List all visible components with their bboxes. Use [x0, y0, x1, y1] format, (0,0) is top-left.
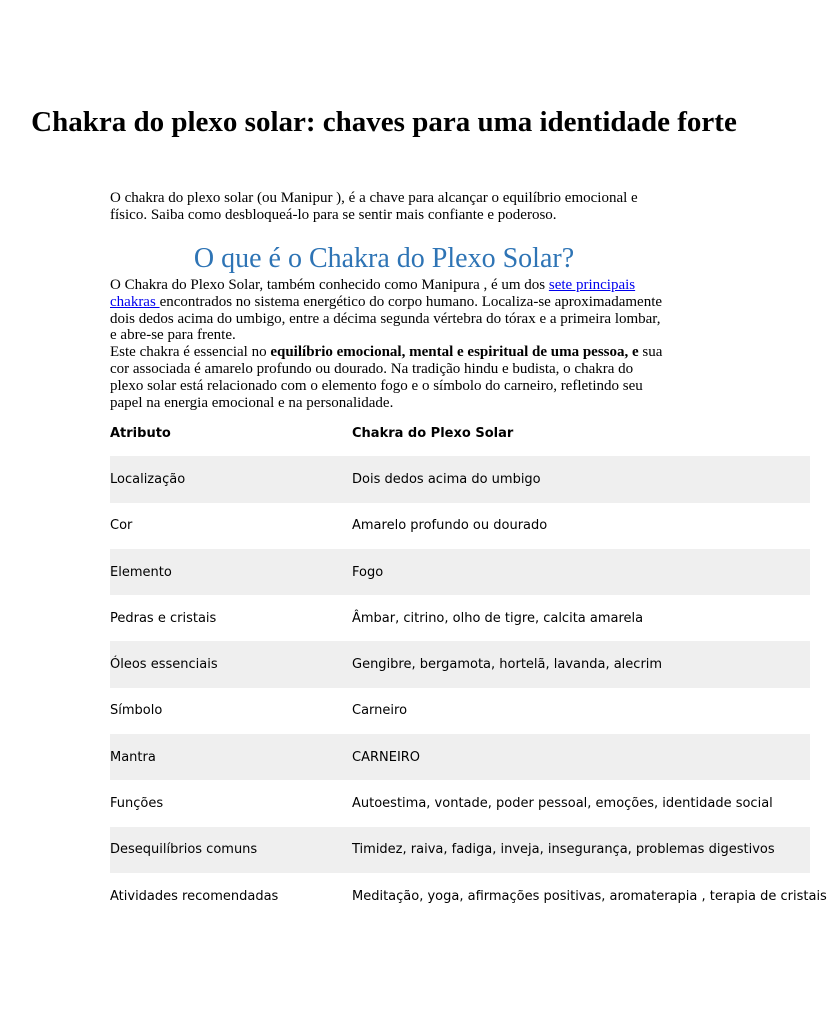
table-cell-value: Timidez, raiva, fadiga, inveja, insegurança, problemas digestivos [352, 842, 775, 858]
seven-chakras-link[interactable]: sete principais chakras [110, 277, 636, 310]
table-header-cell: Chakra do Plexo Solar [352, 425, 514, 441]
paragraph-text: sua cor associada é amarelo profundo ou dourado. Na tradição hindu e budista, o chakra do plexo solar está relacionado com o elemento fogo e o símbolo do carneiro, refletindo seu papel na energia emocional e na personalidade. [110, 344, 663, 411]
section-heading: O que é o Chakra do Plexo Solar? [193, 243, 575, 274]
paragraph-text: O Chakra do Plexo Solar, também conhecido como Manipura , é um dos [110, 277, 549, 293]
table-cell-attribute: Óleos essenciais [110, 657, 218, 673]
intro-paragraph: O chakra do plexo solar (ou Manipur ), é a chave para alcançar o equilíbrio emocional e físico. Saiba como desbloqueá-lo para se sentir mais confiante e poderoso. [110, 190, 638, 223]
table-cell-attribute: Mantra [110, 749, 156, 765]
table-cell-attribute: Cor [110, 518, 133, 534]
paragraph-text: Este chakra é essencial no [110, 344, 271, 361]
bold-text: equilíbrio emocional, mental e espiritual de uma pessoa, e [270, 344, 639, 361]
table-row [110, 688, 810, 734]
table-cell-attribute: Funções [110, 796, 164, 812]
table-cell-attribute: Atividades recomendadas [110, 888, 279, 904]
table-row [110, 503, 810, 549]
table-row [110, 873, 827, 919]
table-cell-attribute: Pedras e cristais [110, 610, 217, 626]
table-cell-value: Dois dedos acima do umbigo [352, 471, 541, 487]
table-row [110, 641, 810, 687]
table-cell-attribute: Desequilíbrios comuns [110, 842, 258, 858]
paragraph-definition [110, 277, 670, 344]
attributes-table [110, 410, 827, 919]
table-row [110, 827, 810, 873]
table-cell-value: Autoestima, vontade, poder pessoal, emoções, identidade social [352, 796, 773, 812]
table-cell-attribute: Elemento [110, 564, 172, 580]
paragraph-importance [110, 344, 670, 411]
table-header-cell: Atributo [110, 425, 171, 441]
table-cell-value: Carneiro [352, 703, 408, 719]
table-row [110, 595, 810, 641]
paragraph-text: encontrados no sistema energético do corpo humano. Localiza-se aproximadamente dois dedos acima do umbigo, entre a décima segunda vértebra do tórax e a primeira lombar, e abre-se para frente. [110, 293, 663, 344]
table-cell-value: Gengibre, bergamota, hortelã, lavanda, alecrim [352, 657, 663, 673]
table-row [110, 780, 810, 826]
table-cell-value: CARNEIRO [352, 749, 421, 765]
page-title: Chakra do plexo solar: chaves para uma identidade forte [31, 106, 737, 138]
table-cell-value: Meditação, yoga, afirmações positivas, aromaterapia , terapia de cristais [352, 888, 827, 904]
table-cell-value: Amarelo profundo ou dourado [352, 518, 548, 534]
table-cell-attribute: Símbolo [110, 703, 163, 719]
section-body [110, 277, 670, 411]
table-cell-attribute: Localização [110, 471, 186, 487]
table-cell-value: Âmbar, citrino, olho de tigre, calcita amarela [352, 610, 644, 626]
table-cell-value: Fogo [352, 564, 384, 580]
table-header-row [110, 410, 810, 456]
table-row [110, 549, 810, 595]
table-row [110, 734, 810, 780]
table-row [110, 456, 810, 502]
